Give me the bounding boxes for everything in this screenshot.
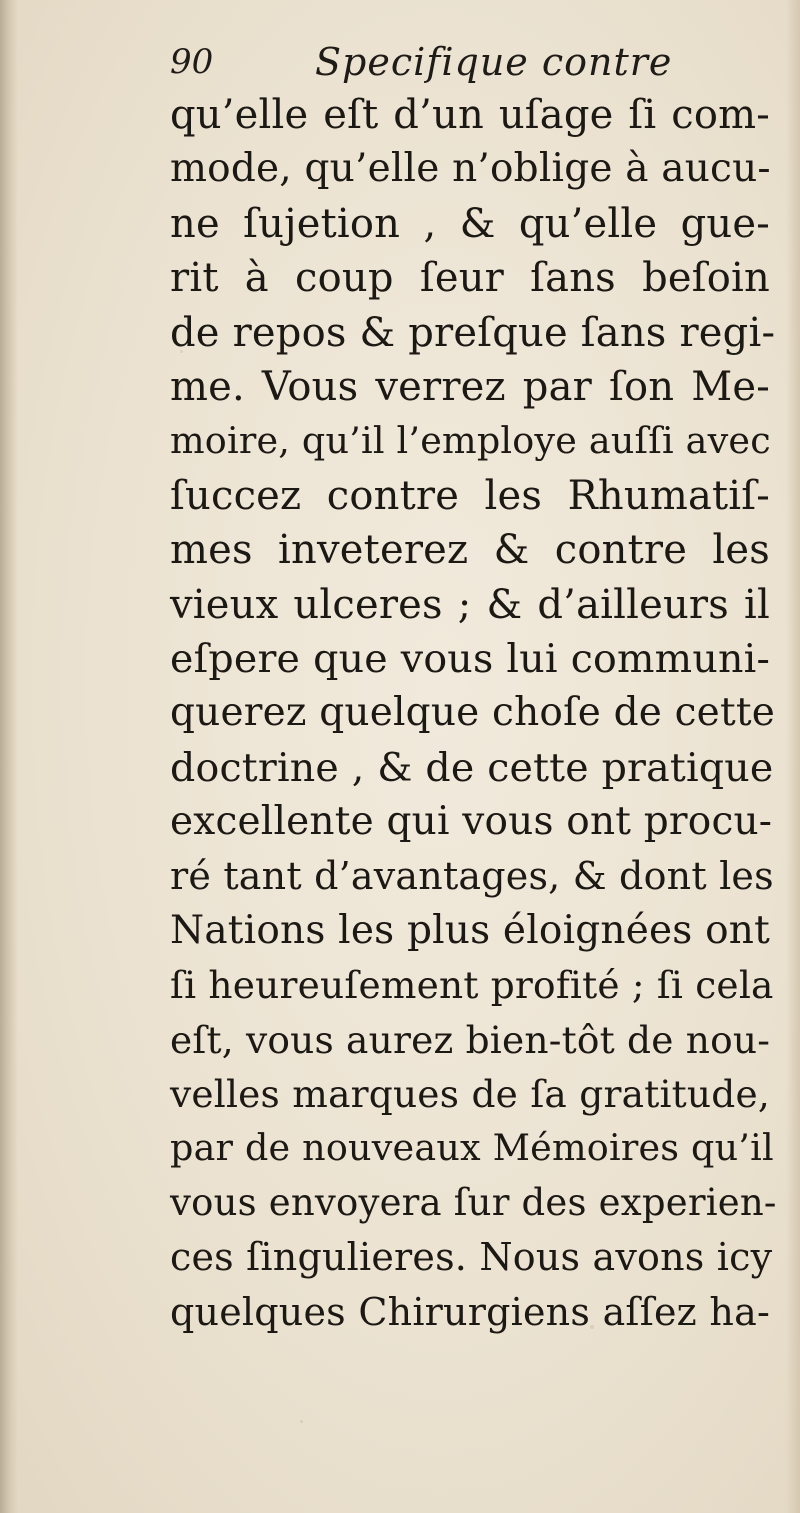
page-number: 90 <box>170 42 214 82</box>
page-edge-shadow <box>786 0 800 1513</box>
text-line: par de nouveaux Mémoires qu’il <box>170 1126 774 1170</box>
text-line: mes inveterez & contre les <box>170 527 770 574</box>
paper-speck <box>300 1420 303 1423</box>
text-line: doctrine , & de cette pratique <box>170 744 774 791</box>
page-gutter-shadow <box>0 0 18 1513</box>
text-line: qu’elle eſt d’un uſage ſi com- <box>170 92 770 138</box>
text-line: eſpere que vous lui communi- <box>170 635 770 682</box>
text-line: ré tant d’avantages, & dont les <box>170 854 774 899</box>
text-line: de repos & preſque ſans regi- <box>170 309 776 356</box>
text-line: ne ſujetion , & qu’elle gue- <box>170 200 770 247</box>
text-line: querez quelque choſe de cette <box>170 690 775 736</box>
body-text <box>170 88 777 1339</box>
running-head: Specifique contre <box>315 40 673 84</box>
text-line: Nations les plus éloignées ont <box>170 907 770 953</box>
text-line: mode, qu’elle n’oblige à aucu- <box>170 146 771 192</box>
text-line: velles marques de ſa gratitude, <box>170 1072 770 1117</box>
text-line: eſt, vous aurez bien-tôt de nou- <box>170 1017 771 1062</box>
text-line: me. Vous verrez par ſon Me- <box>170 363 770 410</box>
text-line: ces ſingulieres. Nous avons icy <box>170 1235 773 1280</box>
page-header <box>170 38 730 88</box>
text-line: excellente qui vous ont procu- <box>170 799 773 845</box>
text-line: ſi heureuſement profité ; ſi cela <box>170 963 774 1008</box>
text-line: vieux ulceres ; & d’ailleurs il <box>170 581 770 628</box>
text-line: vous envoyera ſur des experien- <box>170 1180 777 1224</box>
text-line: ſuccez contre les Rhumatiſ- <box>170 472 770 519</box>
text-line: rit à coup ſeur ſans beſoin <box>170 255 770 302</box>
text-line: moire, qu’il l’employe auſſi avec <box>170 419 771 463</box>
text-line: quelques Chirurgiens aſſez ha- <box>170 1289 770 1334</box>
